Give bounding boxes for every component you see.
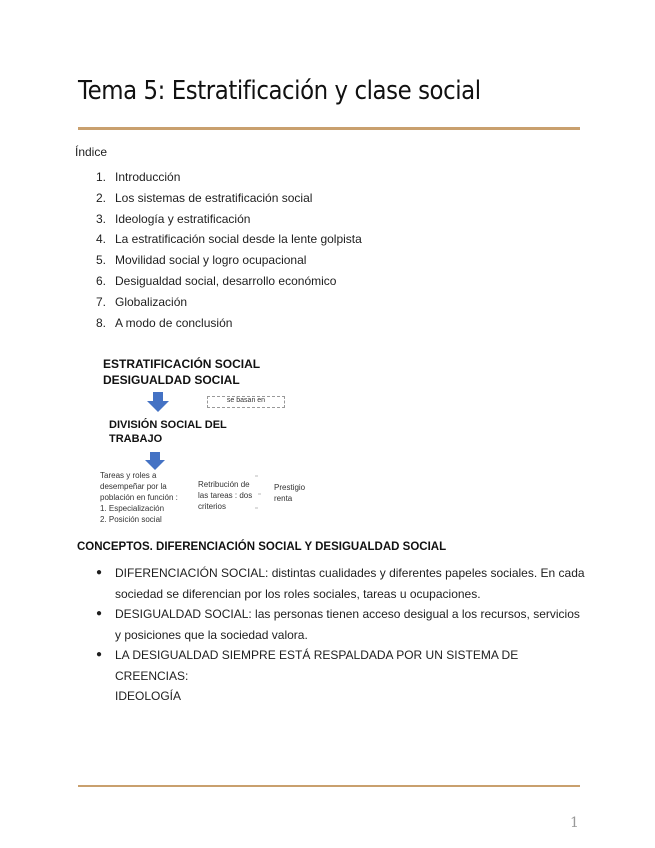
list-item: ● LA DESIGUALDAD SIEMPRE ESTÁ RESPALDADA POR UN SISTEMA DE CREENCIAS: IDEOLOGÍA (96, 645, 586, 707)
dashed-connector-label: se basan en (226, 397, 266, 404)
bullet-icon: ● (96, 608, 103, 619)
diagram-middle-line-2: TRABAJO (109, 433, 163, 445)
diagram-left-line-5: 2. Posición social (100, 515, 162, 524)
diagram-top-line-1: ESTRATIFICACIÓN SOCIAL (103, 357, 261, 371)
dashed-connector-box (207, 396, 285, 408)
bullet-icon: ● (96, 649, 103, 660)
diagram-left-line-2: desempeñar por la (100, 482, 167, 491)
diagram-left-line-1: Tareas y roles a (100, 471, 157, 480)
toc-item: 3. Ideología y estratificación (96, 211, 251, 226)
diagram-left-line-3: población en función : (100, 493, 178, 502)
list-item: ● DESIGUALDAD SOCIAL: las personas tienen acceso desigual a los recursos, servicios y posiciones que la sociedad valora. (96, 604, 586, 645)
page-title: Tema 5: Estratificación y clase social (78, 76, 481, 106)
toc-item: 1. Introducción (96, 170, 181, 184)
toc-item: 5. Movilidad social y logro ocupacional (96, 253, 307, 268)
diagram-top-line-2: DESIGUALDAD SOCIAL (103, 373, 240, 387)
footer-divider (78, 785, 580, 787)
toc-item: 8. A modo de conclusión (96, 315, 233, 330)
bullet-icon: ● (96, 567, 103, 578)
header-divider (78, 127, 580, 130)
diagram-center-line-3: criterios (198, 502, 227, 511)
list-item: ● DIFERENCIACIÓN SOCIAL: distintas cualidades y diferentes papeles sociales. En cada sociedad se diferencian por los roles sociales, tareas u ocupaciones. (96, 563, 586, 604)
index-label: Índice (75, 145, 108, 159)
diagram-center-line-2: las tareas : dos (198, 491, 253, 500)
diagram-left-line-4: 1. Especialización (100, 504, 165, 513)
toc-item: 7. Globalización (96, 294, 188, 309)
page-number: 1 (570, 815, 579, 831)
bracket-connector (253, 474, 263, 510)
diagram-right-line-1: Prestigio (274, 483, 306, 492)
concepts-list (96, 563, 586, 707)
diagram-right-line-2: renta (274, 494, 293, 503)
down-arrow-icon (147, 392, 169, 412)
toc-item: 4. La estratificación social desde la lente golpista (96, 232, 362, 247)
stratification-diagram (95, 352, 325, 532)
toc-item: 6. Desigualdad social, desarrollo económico (96, 273, 337, 288)
toc-item: 2. Los sistemas de estratificación social (96, 190, 313, 205)
diagram-center-line-1: Retribución de (198, 480, 250, 489)
diagram-middle-line-1: DIVISIÓN SOCIAL DEL (109, 419, 227, 431)
concepts-heading: CONCEPTOS. DIFERENCIACIÓN SOCIAL Y DESIGUALDAD SOCIAL (77, 541, 447, 553)
table-of-contents (96, 169, 362, 335)
down-arrow-icon (145, 452, 165, 470)
